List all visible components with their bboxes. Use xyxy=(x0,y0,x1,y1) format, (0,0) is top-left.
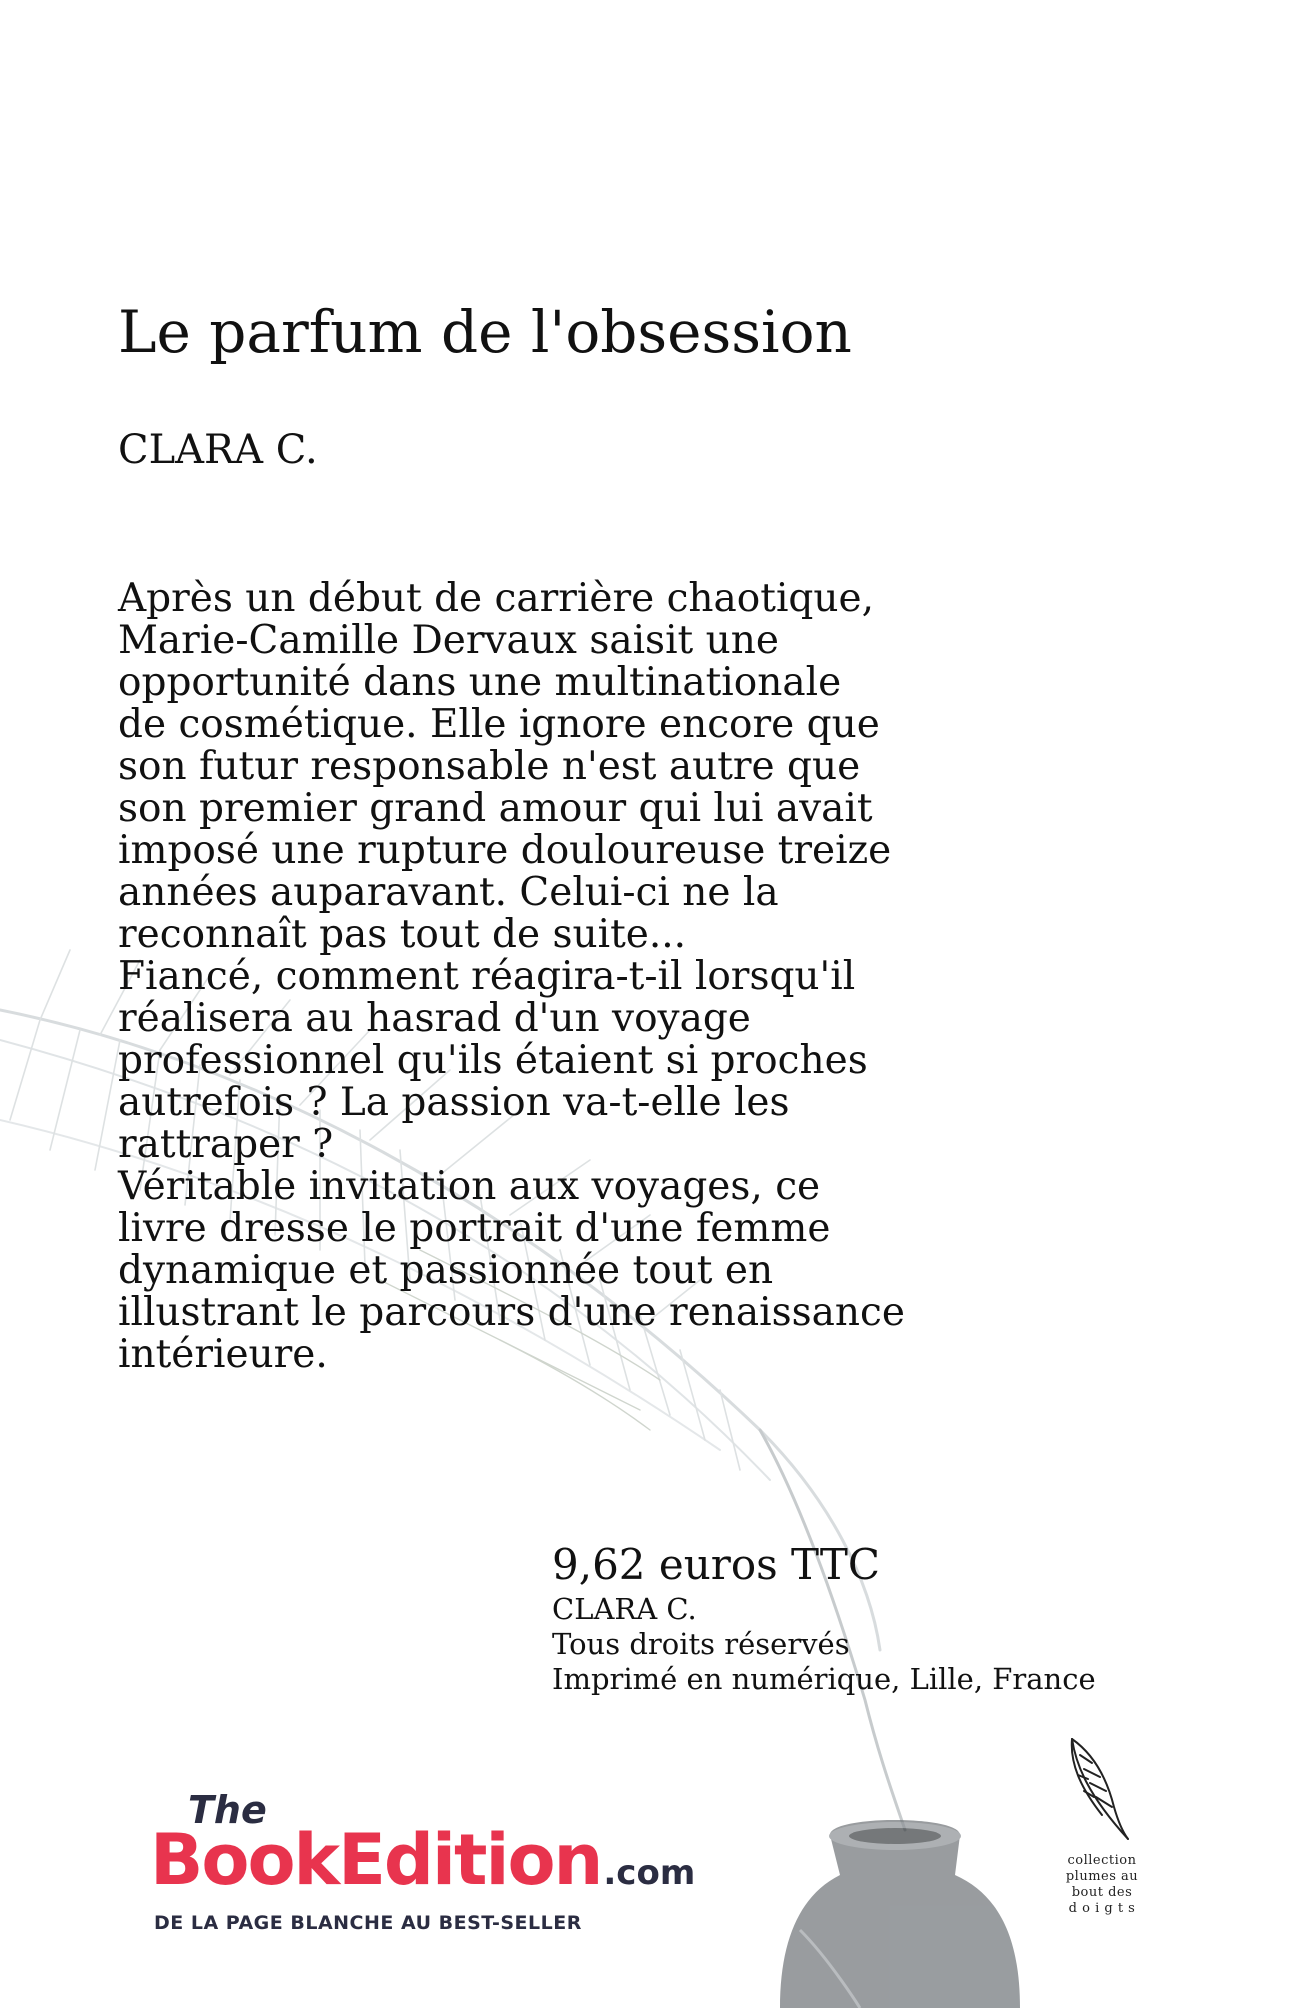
logo-suffix: .com xyxy=(603,1853,696,1893)
collection-line: d o i g t s xyxy=(1068,1901,1136,1916)
book-author: CLARA C. xyxy=(118,427,318,473)
collection-logo xyxy=(1032,1735,1172,1917)
logo-name: BookEdition xyxy=(150,1819,602,1901)
blurb-line: de cosmétique. Elle ignore encore que xyxy=(118,702,880,747)
blurb-line: Fiancé, comment réagira-t-il lorsqu'il xyxy=(118,954,856,999)
quill-icon xyxy=(1062,1735,1142,1845)
collection-line: collection xyxy=(1067,1853,1137,1868)
blurb-line: livre dresse le portrait d'une femme xyxy=(118,1206,831,1251)
imprint-printed: Imprimé en numérique, Lille, France xyxy=(552,1662,1096,1696)
blurb-line: professionnel qu'ils étaient si proches xyxy=(118,1038,868,1083)
blurb-line: Après un début de carrière chaotique, xyxy=(118,576,874,621)
blurb-line: dynamique et passionnée tout en xyxy=(118,1248,774,1293)
logo-tagline: DE LA PAGE BLANCHE AU BEST-SELLER xyxy=(154,1912,582,1934)
blurb-line: intérieure. xyxy=(118,1332,328,1377)
blurb-line: années auparavant. Celui-ci ne la xyxy=(118,870,779,915)
collection-line: bout des xyxy=(1071,1885,1133,1900)
collection-line: plumes au xyxy=(1065,1869,1139,1884)
blurb-line: illustrant le parcours d'une renaissance xyxy=(118,1290,905,1335)
blurb-line: reconnaît pas tout de suite... xyxy=(118,912,687,957)
blurb-line: réalisera au hasrad d'un voyage xyxy=(118,996,751,1041)
imprint-block xyxy=(552,1592,1096,1697)
blurb-line: autrefois ? La passion va-t-elle les xyxy=(118,1080,790,1125)
book-blurb xyxy=(118,578,1018,1376)
blurb-line: son premier grand amour qui lui avait xyxy=(118,786,873,831)
collection-name xyxy=(1032,1853,1172,1917)
book-title: Le parfum de l'obsession xyxy=(118,298,852,366)
blurb-line: Marie-Camille Dervaux saisit une xyxy=(118,618,779,663)
blurb-line: rattraper ? xyxy=(118,1122,334,1167)
blurb-line: opportunité dans une multinationale xyxy=(118,660,842,705)
blurb-line: Véritable invitation aux voyages, ce xyxy=(118,1164,821,1209)
blurb-line: imposé une rupture douloureuse treize xyxy=(118,828,892,873)
blurb-line: son futur responsable n'est autre que xyxy=(118,744,861,789)
imprint-rights: Tous droits réservés xyxy=(552,1627,850,1661)
price: 9,62 euros TTC xyxy=(552,1540,880,1589)
imprint-author: CLARA C. xyxy=(552,1592,697,1626)
logo-the: The xyxy=(188,1788,267,1832)
logo-wordmark xyxy=(150,1820,695,1913)
